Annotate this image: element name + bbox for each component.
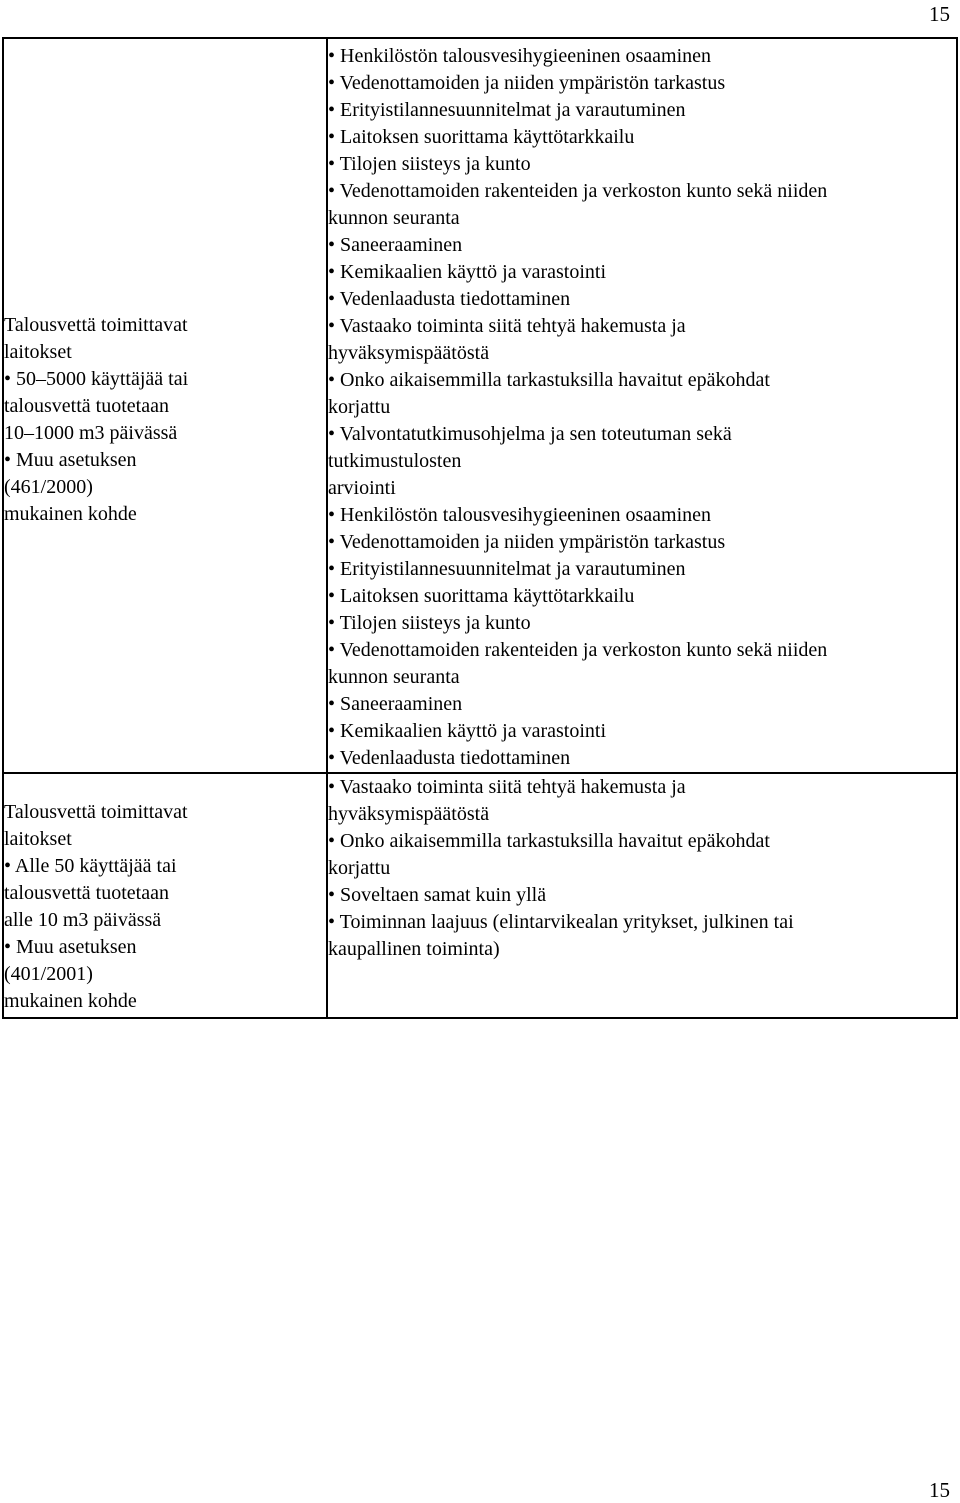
category-line: (401/2001) — [4, 963, 93, 985]
list-item: • Vedenottamoiden ja niiden ympäristön tarkastus — [328, 531, 726, 553]
category-line: 10–1000 m3 päivässä — [4, 422, 178, 444]
facility-category-text — [4, 312, 326, 528]
inspection-items-cell — [327, 38, 957, 773]
list-item: arviointi — [328, 477, 396, 499]
facility-category-text — [4, 799, 326, 1015]
list-item: • Onko aikaisemmilla tarkastuksilla havaitut epäkohdat — [328, 369, 770, 391]
category-line: laitokset — [4, 341, 72, 363]
list-item: kunnon seuranta — [328, 666, 460, 688]
list-item: • Vastaako toiminta siitä tehtyä hakemusta ja — [328, 315, 686, 337]
page-number-bottom: 15 — [929, 1478, 950, 1502]
list-item: • Tilojen siisteys ja kunto — [328, 153, 531, 175]
table-row — [3, 38, 957, 773]
list-item: • Saneeraaminen — [328, 693, 463, 715]
list-item: hyväksymispäätöstä — [328, 803, 490, 825]
category-line: alle 10 m3 päivässä — [4, 909, 162, 931]
inspection-table — [2, 37, 958, 1019]
list-item: • Vedenlaadusta tiedottaminen — [328, 747, 571, 769]
list-item: • Laitoksen suorittama käyttötarkkailu — [328, 585, 635, 607]
list-item: korjattu — [328, 396, 391, 418]
list-item: • Saneeraaminen — [328, 234, 463, 256]
category-line: Talousvettä toimittavat — [4, 314, 188, 336]
list-item: • Erityistilannesuunnitelmat ja varautuminen — [328, 558, 686, 580]
list-item: • Henkilöstön talousvesihygieeninen osaaminen — [328, 504, 712, 526]
list-item: • Vedenottamoiden rakenteiden ja verkoston kunto sekä niiden — [328, 639, 828, 661]
category-line: (461/2000) — [4, 476, 93, 498]
inspection-items-list — [328, 774, 956, 963]
category-line: Talousvettä toimittavat — [4, 801, 188, 823]
list-item: • Soveltaen samat kuin yllä — [328, 884, 547, 906]
list-item: • Tilojen siisteys ja kunto — [328, 612, 531, 634]
list-item: • Kemikaalien käyttö ja varastointi — [328, 720, 607, 742]
inspection-items-cell — [327, 773, 957, 1018]
list-item: korjattu — [328, 857, 391, 879]
category-line: • Alle 50 käyttäjää tai — [4, 855, 177, 877]
category-line: mukainen kohde — [4, 990, 137, 1012]
category-line: talousvettä tuotetaan — [4, 882, 169, 904]
inspection-items-list — [328, 43, 956, 772]
list-item: • Vedenottamoiden rakenteiden ja verkoston kunto sekä niiden — [328, 180, 828, 202]
category-line: mukainen kohde — [4, 503, 137, 525]
page-number-top: 15 — [929, 2, 950, 26]
category-line: • 50–5000 käyttäjää tai — [4, 368, 189, 390]
facility-category-cell — [3, 773, 327, 1018]
list-item: • Vastaako toiminta siitä tehtyä hakemusta ja — [328, 776, 686, 798]
category-line: • Muu asetuksen — [4, 449, 137, 471]
list-item: kunnon seuranta — [328, 207, 460, 229]
category-line: talousvettä tuotetaan — [4, 395, 169, 417]
list-item: • Vedenottamoiden ja niiden ympäristön tarkastus — [328, 72, 726, 94]
list-item: • Toiminnan laajuus (elintarvikealan yritykset, julkinen tai — [328, 911, 794, 933]
list-item: tutkimustulosten — [328, 450, 462, 472]
list-item: kaupallinen toiminta) — [328, 938, 500, 960]
list-item: • Kemikaalien käyttö ja varastointi — [328, 261, 607, 283]
list-item: hyväksymispäätöstä — [328, 342, 490, 364]
facility-category-cell — [3, 38, 327, 773]
list-item: • Erityistilannesuunnitelmat ja varautuminen — [328, 99, 686, 121]
list-item: • Valvontatutkimusohjelma ja sen toteutuman sekä — [328, 423, 732, 445]
list-item: • Laitoksen suorittama käyttötarkkailu — [328, 126, 635, 148]
category-line: • Muu asetuksen — [4, 936, 137, 958]
list-item: • Onko aikaisemmilla tarkastuksilla havaitut epäkohdat — [328, 830, 770, 852]
table-row — [3, 773, 957, 1018]
list-item: • Henkilöstön talousvesihygieeninen osaaminen — [328, 45, 712, 67]
list-item: • Vedenlaadusta tiedottaminen — [328, 288, 571, 310]
category-line: laitokset — [4, 828, 72, 850]
